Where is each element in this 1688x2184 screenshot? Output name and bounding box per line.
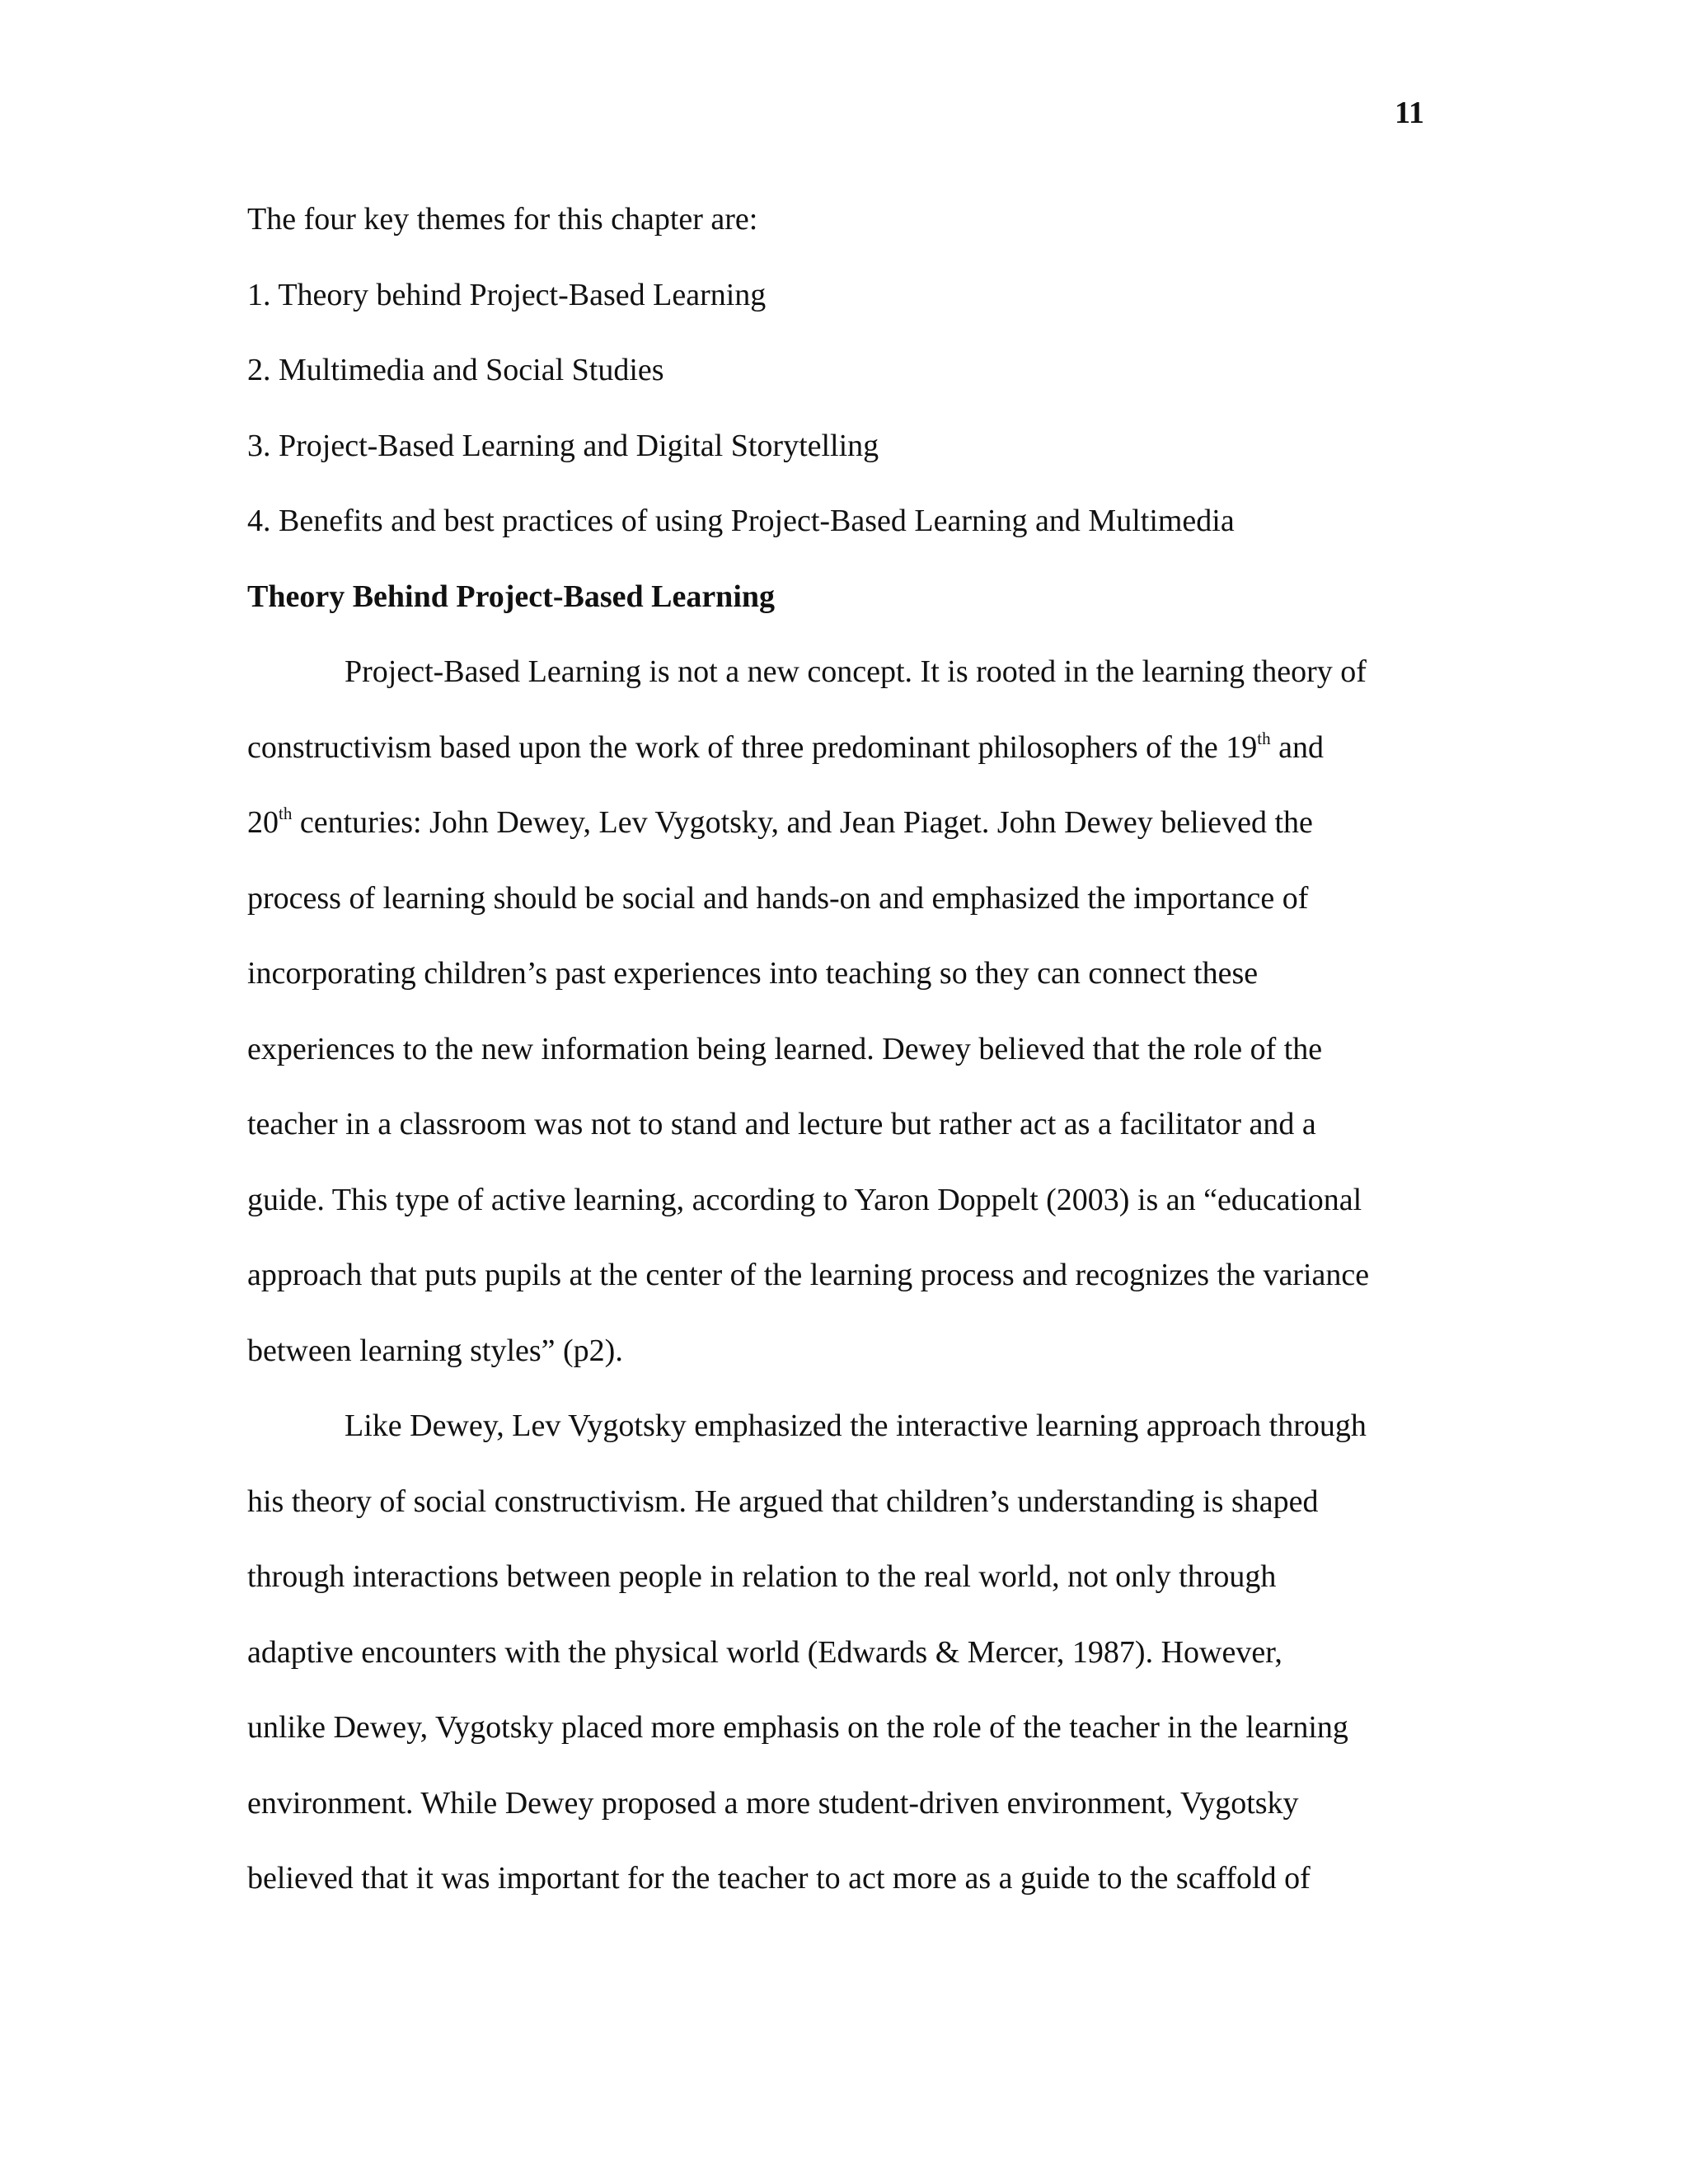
paragraph-line: guide. This type of active learning, according to Yaron Doppelt (2003) is an “educational xyxy=(247,1182,1362,1217)
text-span: and xyxy=(1270,729,1324,765)
theme-item: 1. Theory behind Project-Based Learning xyxy=(247,277,767,312)
paragraph-2 xyxy=(247,1406,1434,1934)
paragraph-line: environment. While Dewey proposed a more student-driven environment, Vygotsky xyxy=(247,1785,1299,1821)
paragraph-line: teacher in a classroom was not to stand and lecture but rather act as a facilitator and a xyxy=(247,1107,1316,1141)
intro-line: The four key themes for this chapter are: xyxy=(247,202,758,237)
superscript: th xyxy=(279,804,293,824)
text-span: 20 xyxy=(247,805,279,840)
text-span: centuries: John Dewey, Lev Vygotsky, and Jean Piaget. John Dewey believed the xyxy=(292,805,1313,840)
paragraph-line: unlike Dewey, Vygotsky placed more emphasis on the role of the teacher in the learning xyxy=(247,1710,1348,1745)
paragraph-line xyxy=(247,728,1434,804)
paragraph-line: incorporating children’s past experiences into teaching so they can connect these xyxy=(247,956,1259,991)
theme-item: 2. Multimedia and Social Studies xyxy=(247,353,664,387)
paragraph-line: Project-Based Learning is not a new concept. It is rooted in the learning theory of xyxy=(345,654,1367,689)
paragraph-line: his theory of social constructivism. He argued that children’s understanding is shaped xyxy=(247,1483,1319,1519)
paragraph-line: experiences to the new information being learned. Dewey believed that the role of the xyxy=(247,1031,1323,1066)
paragraph-1 xyxy=(247,652,1434,1406)
paragraph-line: between learning styles” (p2). xyxy=(247,1333,623,1368)
theme-item: 3. Project-Based Learning and Digital Storytelling xyxy=(247,428,879,463)
paragraph-line xyxy=(247,803,1434,879)
superscript: th xyxy=(1257,728,1271,748)
themes-list xyxy=(247,275,1434,577)
text-span: constructivism based upon the work of three predominant philosophers of the 19 xyxy=(247,729,1258,765)
theme-item: 4. Benefits and best practices of using Project-Based Learning and Multimedia xyxy=(247,504,1235,538)
section-heading: Theory Behind Project-Based Learning xyxy=(247,579,776,614)
paragraph-line: adaptive encounters with the physical world (Edwards & Mercer, 1987). However, xyxy=(247,1634,1282,1670)
page-body xyxy=(247,199,1434,1934)
paragraph-line: approach that puts pupils at the center of the learning process and recognizes the variance xyxy=(247,1258,1370,1292)
paragraph-line: Like Dewey, Lev Vygotsky emphasized the interactive learning approach through xyxy=(345,1408,1367,1443)
paragraph-line: through interactions between people in relation to the real world, not only through xyxy=(247,1559,1277,1594)
paragraph-line: process of learning should be social and hands-on and emphasized the importance of xyxy=(247,880,1309,916)
paragraph-line: believed that it was important for the teacher to act more as a guide to the scaffold of xyxy=(247,1861,1311,1896)
page-number: 11 xyxy=(1395,96,1424,130)
